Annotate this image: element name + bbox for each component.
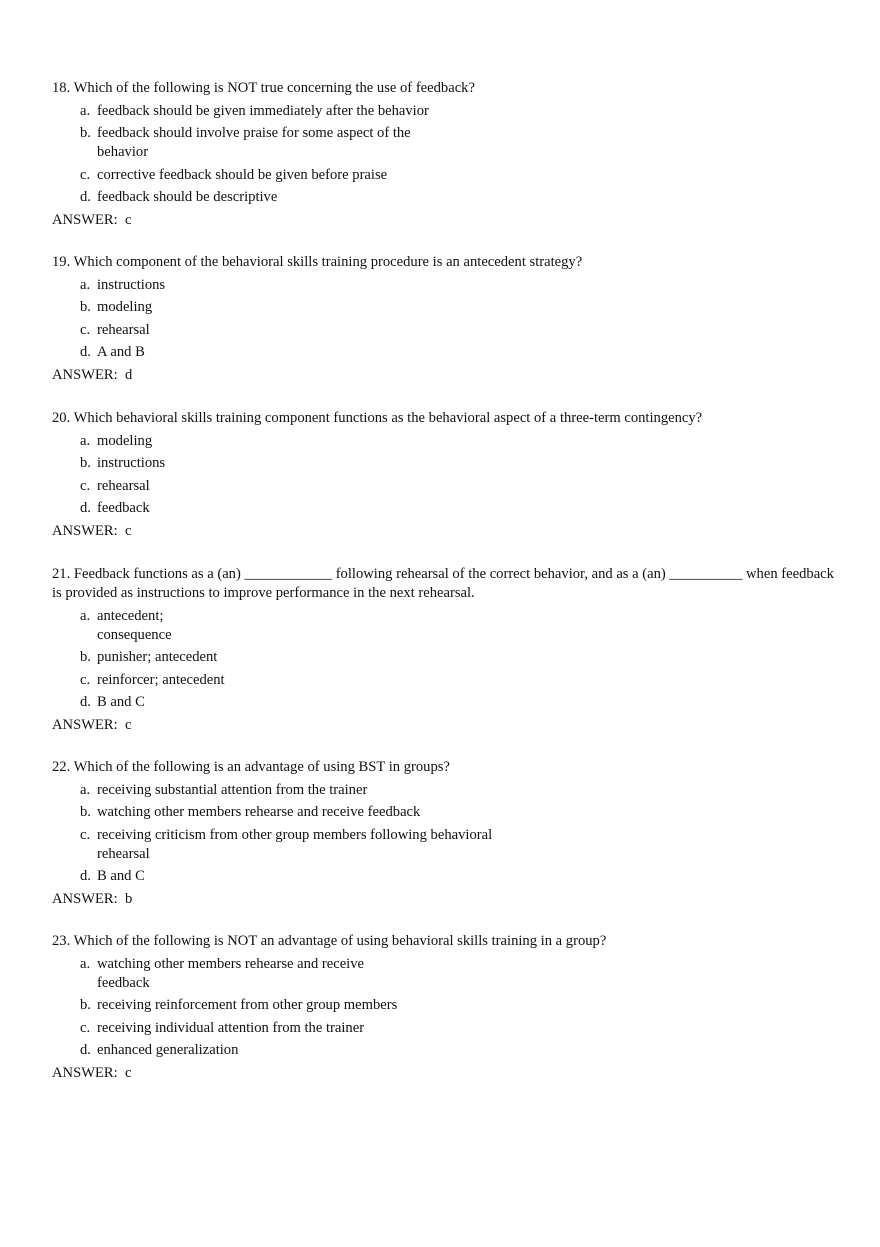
option-label: a. — [80, 781, 91, 798]
option-label: c. — [80, 1019, 91, 1036]
option-text: reinforcer; antecedent — [97, 671, 225, 688]
option-text: feedback should involve praise for some aspect of the — [97, 125, 411, 141]
option-label: a. — [80, 276, 91, 293]
option-label: b. — [80, 299, 91, 315]
option-text: receiving reinforcement from other group members — [97, 997, 398, 1013]
option-label: d. — [80, 500, 91, 516]
option-text: punisher; antecedent — [97, 649, 218, 665]
answer-option — [52, 671, 842, 690]
answer-options — [52, 432, 842, 519]
option-text: modeling — [97, 299, 153, 315]
answer-option — [52, 607, 842, 645]
option-label: a. — [80, 102, 91, 119]
answer-key: ANSWER: c — [52, 211, 132, 228]
answer-options — [52, 102, 842, 208]
option-text: watching other members rehearse and receive — [97, 955, 365, 972]
answer-key: ANSWER: c — [52, 1064, 132, 1081]
option-label: d. — [80, 344, 91, 360]
answer-key: ANSWER: d — [52, 366, 133, 383]
question-block — [52, 409, 842, 541]
option-text: instructions — [97, 276, 166, 293]
option-label: c. — [80, 477, 91, 494]
answer-option — [52, 321, 842, 340]
option-label: a. — [80, 955, 91, 972]
option-text: enhanced generalization — [97, 1042, 239, 1058]
option-text: instructions — [97, 455, 166, 471]
answer-option — [52, 102, 842, 121]
question-block — [52, 253, 842, 385]
answer-option — [52, 693, 842, 712]
option-label: b. — [80, 455, 91, 471]
answer-option — [52, 1019, 842, 1038]
option-text: feedback — [97, 974, 150, 991]
option-text: feedback should be given immediately after the behavior — [97, 102, 429, 119]
answer-option — [52, 477, 842, 496]
answer-option — [52, 166, 842, 185]
option-text: feedback — [97, 500, 150, 516]
option-label: b. — [80, 804, 91, 820]
option-text: feedback should be descriptive — [97, 189, 278, 205]
answer-option — [52, 803, 842, 822]
option-text: rehearsal — [97, 477, 150, 494]
answer-option — [52, 1041, 842, 1060]
option-label: d. — [80, 189, 91, 205]
question-block — [52, 932, 842, 1083]
question-stem: 23. Which of the following is NOT an advantage of using behavioral skills training in a group? — [52, 933, 607, 949]
option-text: B and C — [97, 694, 145, 710]
question-block — [52, 565, 842, 735]
answer-option — [52, 432, 842, 451]
question-stem: 18. Which of the following is NOT true concerning the use of feedback? — [52, 80, 475, 96]
answer-option — [52, 955, 842, 993]
answer-option — [52, 867, 842, 886]
answer-option — [52, 124, 842, 162]
option-text: A and B — [97, 344, 145, 360]
option-text: behavior — [97, 144, 149, 160]
option-label: c. — [80, 671, 91, 688]
option-label: d. — [80, 868, 91, 884]
question-block — [52, 758, 842, 909]
option-text: receiving substantial attention from the trainer — [97, 781, 368, 798]
option-text: corrective feedback should be given before praise — [97, 166, 388, 183]
question-stem: 21. Feedback functions as a (an) ____________ following rehearsal of the correct behavior, and as a (an) __________ when feedback is provided as instructions to improve performance in the next rehearsal. — [52, 566, 834, 601]
option-text: consequence — [97, 626, 172, 643]
option-text: B and C — [97, 868, 145, 884]
answer-option — [52, 454, 842, 473]
option-label: c. — [80, 826, 91, 843]
option-text: receiving criticism from other group members following behavioral — [97, 826, 493, 843]
answer-option — [52, 648, 842, 667]
answer-options — [52, 955, 842, 1061]
answer-key: ANSWER: c — [52, 716, 132, 733]
option-text: modeling — [97, 432, 153, 449]
option-label: a. — [80, 432, 91, 449]
answer-options — [52, 781, 842, 887]
answer-key: ANSWER: b — [52, 890, 133, 907]
answer-option — [52, 826, 842, 864]
question-block — [52, 79, 842, 230]
answer-option — [52, 298, 842, 317]
answer-option — [52, 276, 842, 295]
option-text: antecedent; — [97, 607, 164, 624]
question-stem: 19. Which component of the behavioral skills training procedure is an antecedent strategy? — [52, 254, 583, 270]
option-text: watching other members rehearse and receive feedback — [97, 804, 421, 820]
option-label: b. — [80, 997, 91, 1013]
option-label: b. — [80, 125, 91, 141]
option-label: c. — [80, 166, 91, 183]
question-stem: 22. Which of the following is an advantage of using BST in groups? — [52, 759, 450, 775]
answer-option — [52, 996, 842, 1015]
option-label: d. — [80, 694, 91, 710]
option-label: c. — [80, 321, 91, 338]
question-stem: 20. Which behavioral skills training component functions as the behavioral aspect of a three-term contingency? — [52, 410, 703, 426]
answer-option — [52, 343, 842, 362]
answer-option — [52, 499, 842, 518]
option-text: receiving individual attention from the trainer — [97, 1019, 365, 1036]
answer-option — [52, 188, 842, 207]
answer-option — [52, 781, 842, 800]
option-text: rehearsal — [97, 321, 150, 338]
option-label: a. — [80, 607, 91, 624]
option-label: d. — [80, 1042, 91, 1058]
answer-key: ANSWER: c — [52, 522, 132, 539]
answer-options — [52, 607, 842, 713]
option-label: b. — [80, 649, 91, 665]
option-text: rehearsal — [97, 845, 150, 862]
answer-options — [52, 276, 842, 363]
